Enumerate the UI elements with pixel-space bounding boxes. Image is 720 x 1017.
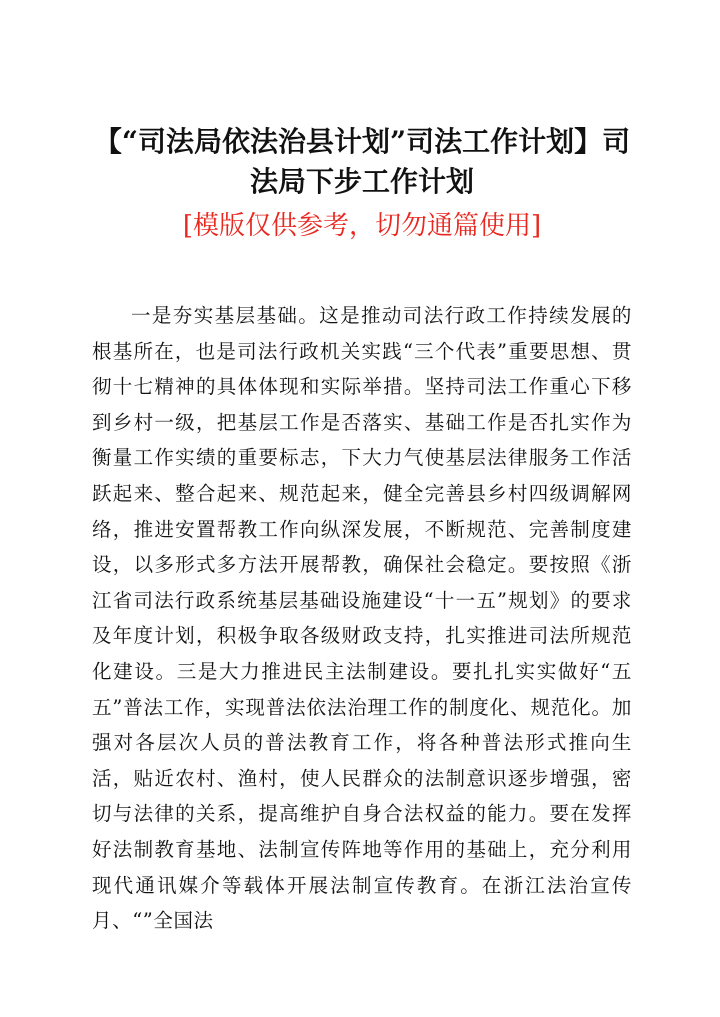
template-notice: [模版仅供参考，切勿通篇使用]: [182, 211, 542, 241]
body-paragraph: 一是夯实基层基础。这是推动司法行政工作持续发展的根基所在，也是司法行政机关实践“三个代表”重要思想、贯彻十七精神的具体体现和实际举措。坚持司法工作重心下移到乡村一级，把基层工作是否落实、基础工作是否扎实作为衡量工作实绩的重要标志，下大力气使基层法律服务工作活跃起来、整合起来、规范起来，健全完善县乡村四级调解网络，推进安置帮教工作向纵深发展，不断规范、完善制度建设，以多形式多方法开展帮教，确保社会稳定。要按照《浙江省司法行政系统基层基础设施建设“十一五”规划》的要求及年度计划，积极争取各级财政支持，扎实推进司法所规范化建设。三是大力推进民主法制建设。要扎扎实实做好“五五”普法工作，实现普法依法治理工作的制度化、规范化。加强对各层次人员的普法教育工作，将各种普法形式推向生活，贴近农村、渔村，使人民群众的法制意识逐步增强，密切与法律的关系，提高维护自身合法权益的能力。要在发挥好法制教育基地、法制宣传阵地等作用的基础上，充分利用现代通讯媒介等载体开展法制宣传教育。在浙江法治宣传月、“”全国法: [92, 304, 632, 933]
document-title: 【“司法局依法治县计划”司法工作计划】司法局下步工作计划: [93, 125, 631, 198]
